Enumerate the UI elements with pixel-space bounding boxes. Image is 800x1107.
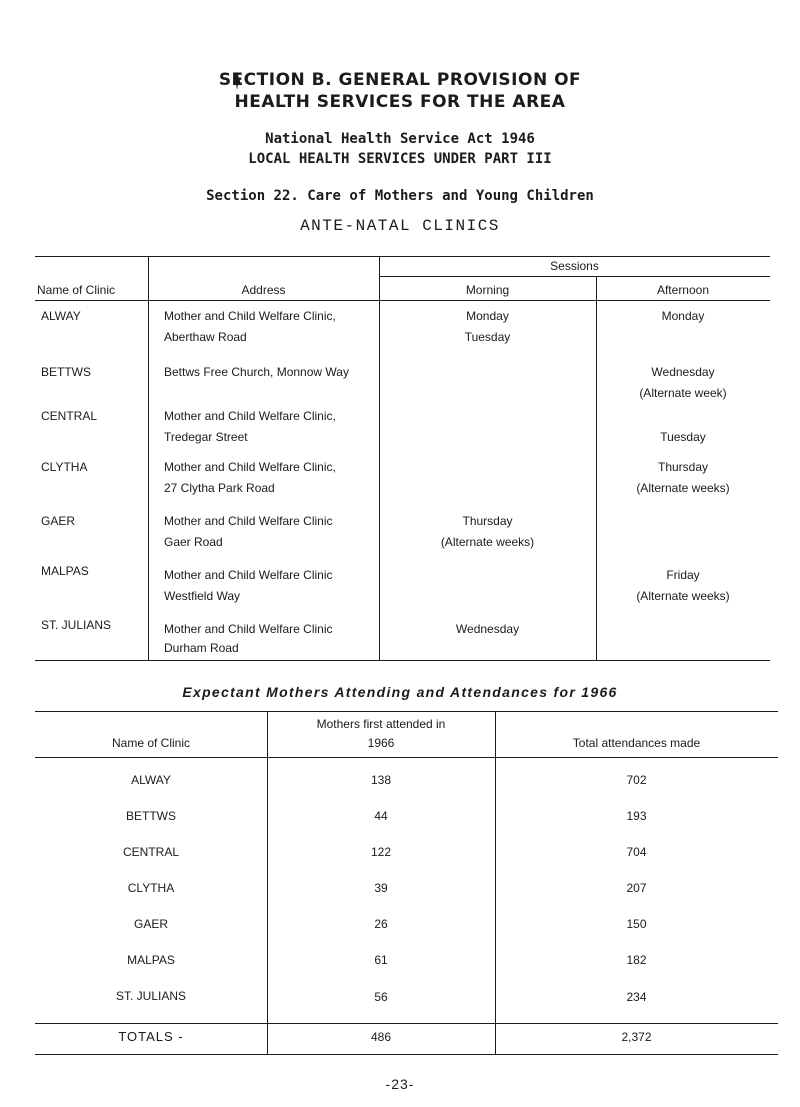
totals-top-rule	[35, 1023, 778, 1024]
section-heading: Section 22. Care of Mothers and Young Children	[206, 188, 594, 204]
total-attendances-value: 207	[626, 881, 647, 895]
afternoon-session: Tuesday	[660, 430, 706, 444]
header-bottom-rule	[35, 757, 778, 758]
clinic-address-line1: Mother and Child Welfare Clinic	[164, 622, 333, 636]
sessions-header: Sessions	[550, 259, 599, 273]
address-header: Address	[241, 283, 286, 297]
clinic-address-line1: Mother and Child Welfare Clinic,	[164, 460, 336, 474]
clinic-address-line2: 27 Clytha Park Road	[164, 481, 275, 495]
part-heading: LOCAL HEALTH SERVICES UNDER PART III	[248, 151, 552, 167]
first-attended-value: 56	[374, 990, 388, 1004]
clinic-name: ST. JULIANS	[41, 618, 112, 632]
first-attended-header: Mothers first attended in	[316, 717, 446, 731]
morning-session: Monday	[466, 309, 509, 323]
first-attended-value: 122	[370, 845, 392, 859]
clinic-address-line2: Gaer Road	[164, 535, 223, 549]
name-header: Name of Clinic	[111, 736, 191, 750]
attendance-table	[35, 711, 778, 1055]
clinic-address-line1: Mother and Child Welfare Clinic	[164, 514, 333, 528]
section-title-line2: HEALTH SERVICES FOR THE AREA	[234, 92, 566, 112]
first-attended-header-year: 1966	[367, 736, 395, 750]
totals-first-attended: 486	[370, 1030, 392, 1044]
morning-session: Thursday	[462, 514, 513, 528]
page-number: -23-	[385, 1076, 415, 1092]
attendance-title: Expectant Mothers Attending and Attendances for 1966	[182, 684, 618, 700]
afternoon-session: Thursday	[657, 460, 709, 474]
clinic-address-line1: Mother and Child Welfare Clinic	[164, 568, 333, 582]
clinic-address-line1: Bettws Free Church, Monnow Way	[164, 365, 349, 379]
afternoon-session: Friday	[666, 568, 700, 582]
first-attended-value: 39	[374, 881, 388, 895]
table-top-rule	[35, 711, 778, 712]
clinic-name: ALWAY	[131, 773, 171, 787]
clinic-name: BETTWS	[41, 365, 91, 379]
clinic-address-line1: Mother and Child Welfare Clinic,	[164, 409, 336, 423]
first-attended-value: 61	[374, 953, 388, 967]
clinic-address-line2: Durham Road	[164, 641, 239, 655]
clinic-name: BETTWS	[126, 809, 176, 823]
afternoon-session-note: (Alternate weeks)	[636, 589, 730, 603]
total-header: Total attendances made	[572, 736, 701, 750]
clinic-name: ALWAY	[41, 309, 81, 323]
table-top-rule	[35, 256, 770, 257]
total-attendances-value: 702	[626, 773, 647, 787]
afternoon-session-note: (Alternate weeks)	[636, 481, 730, 495]
total-attendances-value: 193	[626, 809, 647, 823]
morning-session-extra: Tuesday	[464, 330, 511, 344]
afternoon-session: Monday	[661, 309, 705, 323]
afternoon-session: Wednesday	[651, 365, 715, 379]
first-attended-value: 26	[374, 917, 388, 931]
clinic-name: GAER	[41, 514, 76, 528]
table-title: ANTE-NATAL CLINICS	[300, 217, 500, 235]
header-bottom-rule	[35, 300, 770, 301]
clinic-name: ST. JULIANS	[115, 989, 187, 1003]
totals-total-attendances: 2,372	[621, 1030, 652, 1044]
clinic-address-line1: Mother and Child Welfare Clinic,	[164, 309, 336, 323]
clinic-name: CENTRAL	[41, 409, 98, 423]
afternoon-header: Afternoon	[656, 283, 710, 297]
act-heading: National Health Service Act 1946	[265, 131, 535, 147]
ante-natal-clinics-table	[35, 256, 770, 661]
clinic-address-line2: Aberthaw Road	[164, 330, 247, 344]
clinic-name: GAER	[133, 917, 168, 931]
clinic-name: CLYTHA	[127, 881, 175, 895]
table-bottom-rule	[35, 1054, 778, 1055]
morning-session: Wednesday	[455, 622, 520, 636]
total-attendances-value: 704	[626, 845, 647, 859]
first-attended-value: 44	[374, 809, 388, 823]
name-header: Name of Clinic	[37, 283, 116, 297]
morning-header: Morning	[465, 283, 510, 297]
clinic-name: MALPAS	[41, 564, 89, 578]
section-title-line1: SECTION B. GENERAL PROVISION OF	[218, 70, 582, 90]
clinic-name: CENTRAL	[122, 845, 179, 859]
clinic-address-line2: Tredegar Street	[164, 430, 248, 444]
first-attended-value: 138	[370, 773, 392, 787]
table-bottom-rule	[35, 660, 770, 661]
total-attendances-value: 234	[626, 990, 647, 1004]
total-attendances-value: 150	[626, 917, 647, 931]
totals-label: TOTALS -	[118, 1029, 184, 1044]
col-divider-1	[148, 256, 149, 661]
sessions-subrule	[379, 276, 770, 277]
morning-session-note: (Alternate weeks)	[440, 535, 535, 549]
clinic-address-line2: Westfield Way	[164, 589, 241, 603]
clinic-name: CLYTHA	[41, 460, 88, 474]
total-attendances-value: 182	[626, 953, 647, 967]
afternoon-session-note: (Alternate week)	[639, 386, 727, 400]
clinic-name: MALPAS	[127, 953, 175, 967]
